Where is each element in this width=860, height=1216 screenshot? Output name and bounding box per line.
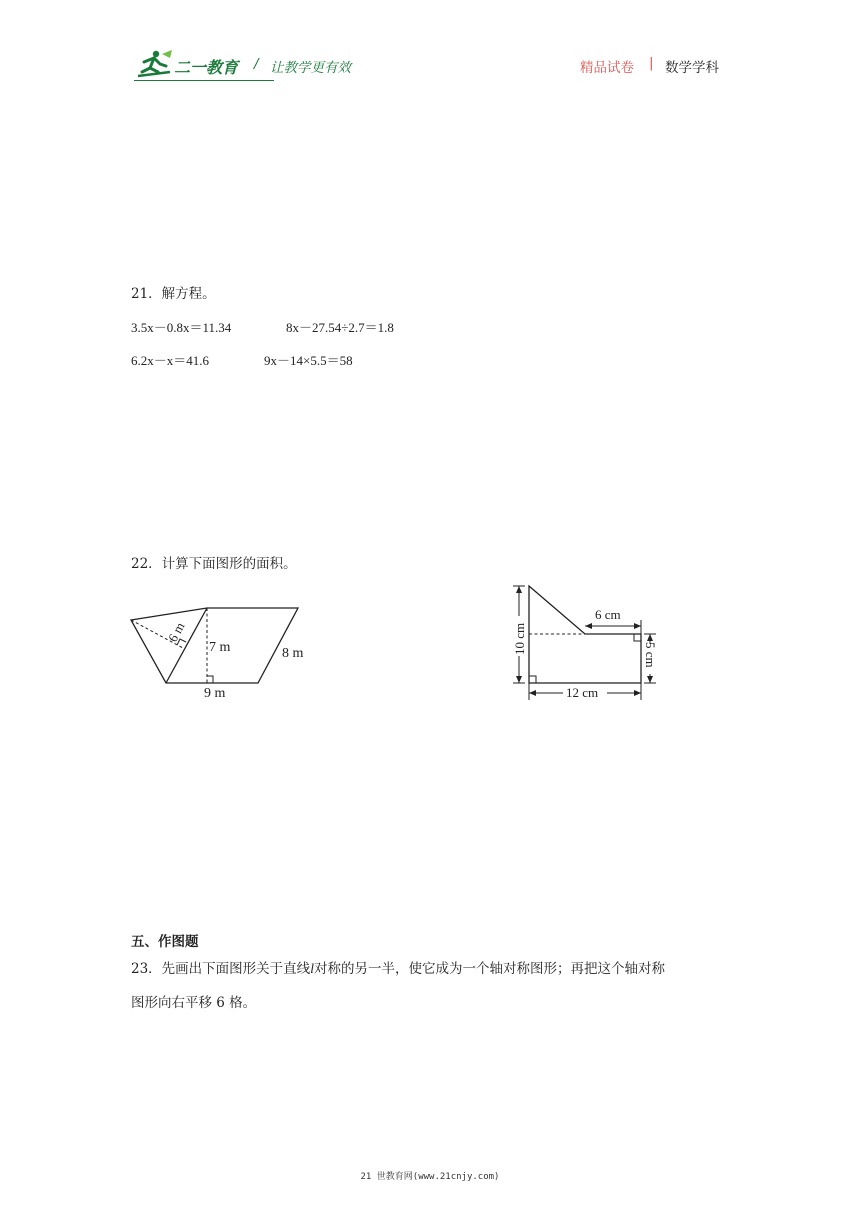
fig2-label-6cm: 6 cm [595,607,621,622]
q22-figure-1 [125,600,325,705]
q23-line-1 [131,957,665,977]
fig2-right-angle-bottom [529,676,536,683]
fig1-right-angle-2 [207,676,213,683]
header [0,0,860,90]
fig2-arrow-6-right [634,623,641,629]
fig2-arrow-12-right [634,690,641,696]
header-rule [134,80,274,81]
footer: 21 世教育网(www.21cnjy.com) [360,1172,500,1182]
fig2-arrow-10-up [516,586,522,593]
q21-title: 21．解方程。 [131,286,216,302]
q23-line-1-post: 对称的另一半，使它成为一个轴对称图形；再把这个轴对称 [313,961,665,977]
slogan-separator: / [254,56,259,72]
q23-line-l: l [310,961,314,976]
q21-equation-2: 8x－27.54÷2.7＝1.8 [286,320,394,335]
fig1-label-6m: 6 m [164,619,188,645]
q21-equation-3: 6.2x－x＝41.6 [131,353,210,368]
fig1-label-8m: 8 m [282,646,304,661]
fig1-diagonal [166,608,207,683]
fig2-arrow-12-left [529,690,536,696]
header-label-subject: 数学学科 [665,60,719,76]
fig2-arrow-6-left [585,623,592,629]
brand-name: 二一教育 [174,58,239,77]
fig2-arrow-10-down [516,676,522,683]
runner-logo-icon [134,48,174,80]
fig1-label-7m: 7 m [209,640,231,655]
q23-line-1-pre: 23．先画出下面图形关于直线 [131,961,311,977]
fig2-label-12cm: 12 cm [566,685,599,700]
q22-title: 22．计算下面图形的面积。 [131,556,297,572]
slogan: 让教学更有效 [270,60,351,76]
fig2-arrow-5-down [647,676,653,683]
fig2-label-10cm: 10 cm [512,622,527,655]
q21-equation-1: 3.5x－0.8x＝11.34 [131,320,232,335]
q22-figure-2 [505,580,685,705]
fig2-label-5cm: 5 cm [643,642,658,668]
q23-line-2: 图形向右平移 6 格。 [131,995,257,1011]
section-5-heading: 五、作图题 [131,934,199,950]
fig2-right-angle-top [634,634,641,641]
fig1-label-9m: 9 m [204,686,226,701]
header-separator: | [649,55,654,71]
q21-equation-4: 9x－14×5.5＝58 [264,353,353,368]
header-label-premium: 精品试卷 [580,60,634,76]
fig2-arrow-5-up [647,634,653,641]
